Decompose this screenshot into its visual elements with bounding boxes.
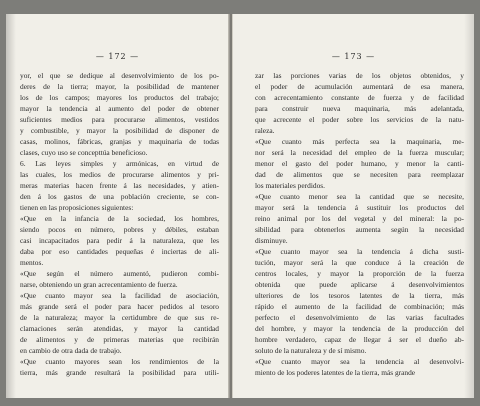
text-line: y combustible, y mayor la posibilidad de disponer de bbox=[20, 126, 219, 135]
text-line: «Que según el número aumentó, pudieron combi- bbox=[20, 269, 219, 278]
text-line: centros locales, y mayor la proporción de la fuerza bbox=[255, 269, 464, 278]
page-number: — 172 — bbox=[95, 52, 140, 61]
text-line: yor, el que se dedique al desenvolvimiento de los po- bbox=[20, 71, 219, 80]
text-line: clamaciones serán atendidas, y mayor la cantidad bbox=[20, 324, 219, 333]
text-line: «Que cuanto mayores sean los rendimientos de la bbox=[20, 357, 219, 366]
text-line: en cambio de otra dada de trabajo. bbox=[20, 346, 122, 355]
text-line: miento de los poderes latentes de la tierra, más grande bbox=[255, 368, 416, 377]
text-line: de alimentos y de primeras materias que recibirán bbox=[20, 335, 219, 344]
text-line: ulteriores de los tesoros latentes de la tierra, más bbox=[255, 291, 464, 300]
text-line: los de los campos; mayores los productos del trabajo; bbox=[20, 93, 219, 102]
left-page bbox=[6, 14, 230, 398]
text-line: las cuales, los medios de procurarse alimentos y pri- bbox=[20, 170, 219, 179]
text-line: «Que cuanto mayor sea la tendencia al desenvolvi- bbox=[255, 357, 464, 366]
text-line: «Que cuanto menor sea la cantidad que se necesite, bbox=[255, 192, 464, 201]
text-line: dad de alimentos que se necesiten para reemplazar bbox=[255, 170, 464, 179]
text-line: el poder de acumulación aumentará de esa manera, bbox=[255, 82, 464, 91]
text-line: nor será la necesidad del empleo de la fuerza muscular; bbox=[255, 148, 464, 157]
page-edge-shadow bbox=[6, 14, 16, 398]
text-line: del hombre, y mayor la tendencia de la producción del bbox=[255, 324, 464, 333]
text-line: mayor la tendencia al aumento del poder de obtener bbox=[20, 104, 219, 113]
text-line: zar las porciones varias de los objetos obtenidos, y bbox=[255, 71, 464, 80]
text-line: daba por eso cantidades pequeñas é inciertas de ali- bbox=[20, 247, 219, 256]
text-line: hombre verdadero, capaz de llegar á ser el dueño ab- bbox=[255, 335, 464, 344]
text-line: más grande será el poder para hacer pedidos al tesoro bbox=[20, 302, 219, 311]
text-line: 6. Las leyes simples y armónicas, en virtud de bbox=[20, 159, 219, 168]
text-line: «Que cuanto mayor sea la tendencia á dicha susti- bbox=[255, 247, 464, 256]
text-block bbox=[233, 70, 474, 378]
text-line: tierra, más grande resultará la posibilidad para utili- bbox=[20, 368, 219, 377]
text-line: rápido el aumento de la facilidad de combinación; más bbox=[255, 302, 464, 311]
text-line: tución, mayor será la que conduce á la creación de bbox=[255, 258, 464, 267]
text-line: raleza. bbox=[255, 126, 275, 135]
text-line: soluto de la naturaleza y de sí mismo. bbox=[255, 346, 367, 355]
text-line: mayor será la tendencia á sustituir los productos del bbox=[255, 203, 464, 212]
text-line: deres de la tierra; mayor, la posibilidad de mantener bbox=[20, 82, 219, 91]
text-line: narse, obteniendo un gran acrecentamiento de fuerza. bbox=[20, 280, 178, 289]
text-line: casi incapacitados para pedir á la naturaleza, que les bbox=[20, 236, 219, 245]
right-page bbox=[232, 14, 474, 398]
text-line: casas, molinos, fábricas, granjas y maquinaria de todas bbox=[20, 137, 219, 146]
text-line: «Que cuanto mayor sea la facilidad de asociación, bbox=[20, 291, 219, 300]
text-line: meras materias hacen frente á las necesidades, y atien- bbox=[20, 181, 219, 190]
text-block bbox=[6, 70, 229, 378]
page-edge-shadow bbox=[464, 14, 474, 398]
text-line: suficientes medios para procurarse alimentos, vestidos bbox=[20, 115, 219, 124]
text-line: para construir nueva maquinaria, más adelantada, bbox=[255, 104, 464, 113]
text-line: mentos. bbox=[20, 258, 44, 267]
text-line: los materiales perdidos. bbox=[255, 181, 325, 190]
text-line: con acrecentamiento constante de fuerza y de facilidad bbox=[255, 93, 464, 102]
text-line: «Que en la infancia de la sociedad, los hombres, bbox=[20, 214, 219, 223]
text-line: de la naturaleza; mayor la certidumbre de que sus re- bbox=[20, 313, 219, 322]
text-line: perfecto el desenvolvimiento de las varias facultades bbox=[255, 313, 464, 322]
page-number: — 173 — bbox=[331, 52, 376, 61]
text-line: sibilidad para obtenerlos aumenta según la necesidad bbox=[255, 225, 464, 234]
text-line: clases, cuyo uso se concepttúa beneficioso. bbox=[20, 148, 148, 157]
text-line: tienen en las proposiciones siguientes: bbox=[20, 203, 134, 212]
text-line: obtenida que puede aplicarse á desenvolvimientos bbox=[255, 280, 464, 289]
text-line: disminuye. bbox=[255, 236, 288, 245]
text-line: menor el gasto del poder humano, y menor la canti- bbox=[255, 159, 464, 168]
text-line: siendo pocos en número, pobres y débiles, estaban bbox=[20, 225, 219, 234]
text-line: den á los gastos de una población creciente, se con- bbox=[20, 192, 219, 201]
text-line: que acrecente el poder sobre los servicios de la natu- bbox=[255, 115, 464, 124]
text-line: reino animal por los del vegetal y del mineral: la po- bbox=[255, 214, 464, 223]
text-line: «Que cuanto más perfecta sea la maquinaria, me- bbox=[255, 137, 464, 146]
